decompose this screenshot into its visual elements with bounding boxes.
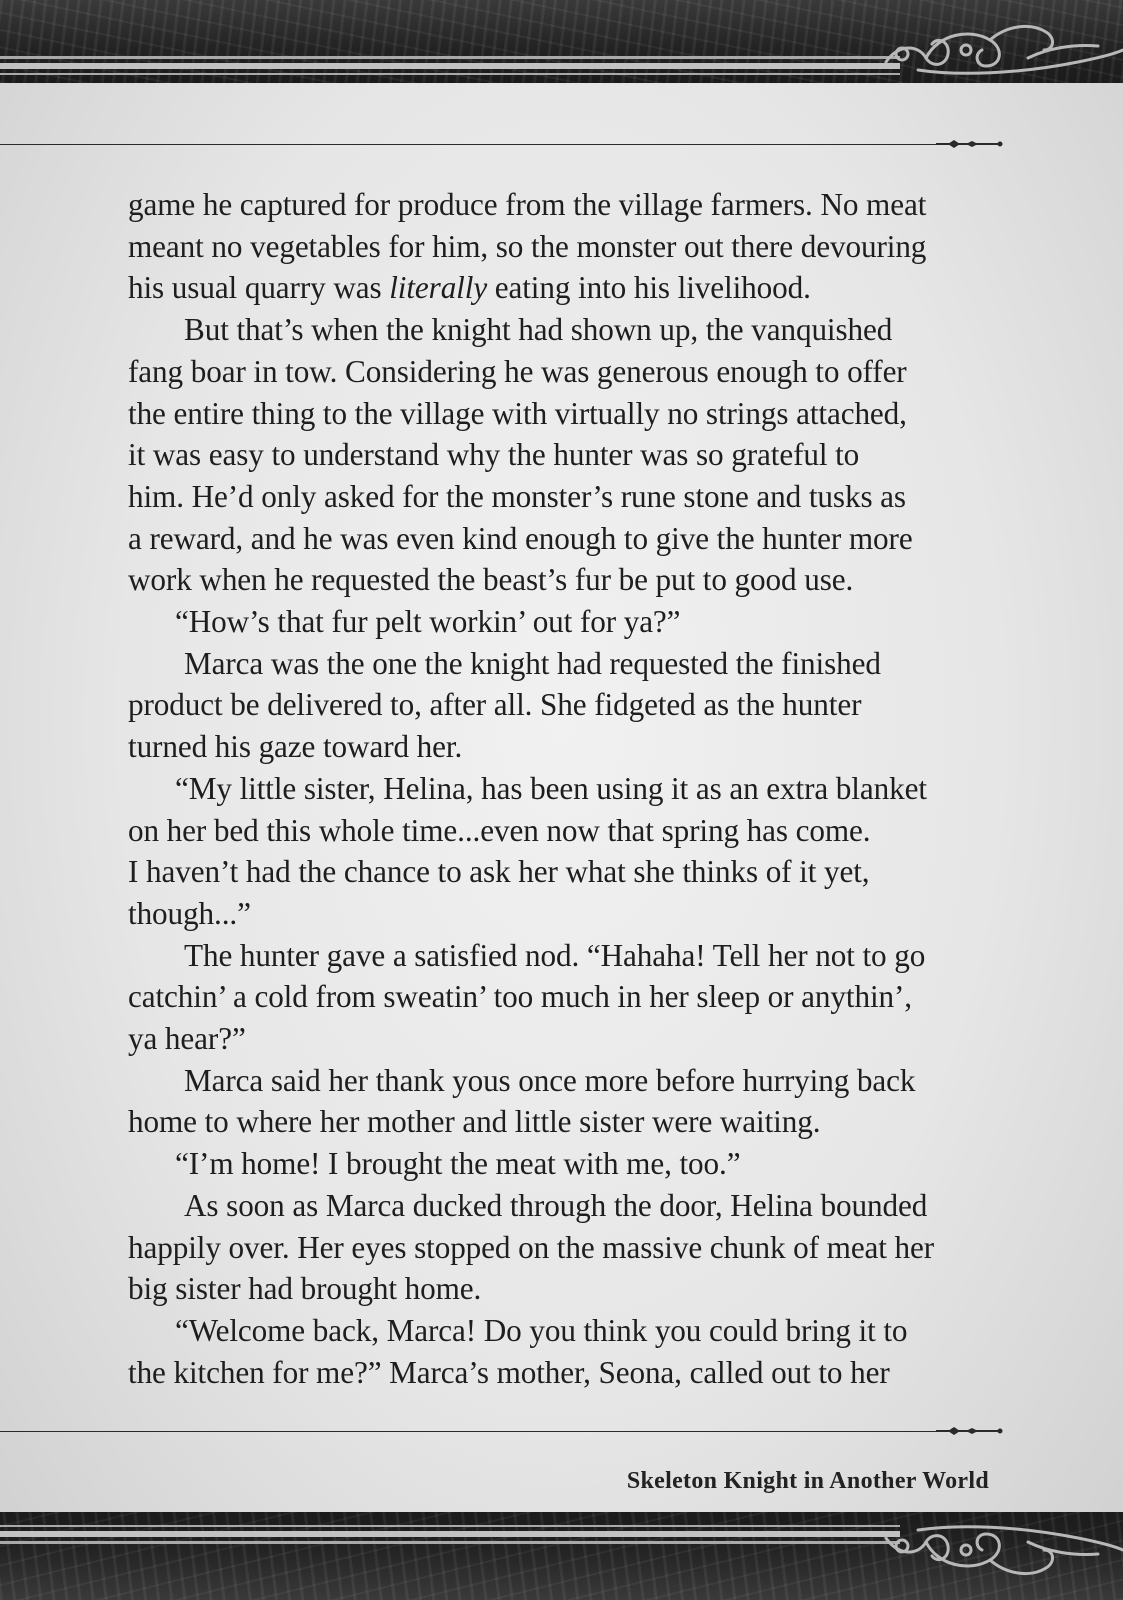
text-line — [128, 976, 1028, 1018]
paragraph — [128, 309, 1028, 601]
text-line — [128, 518, 1028, 560]
top-band-stripe — [0, 73, 900, 75]
text-run: big sister had brought home. — [128, 1271, 482, 1307]
text-run: on her bed this whole time...even now that spring has come. — [128, 812, 871, 848]
text-run: a reward, and he was even kind enough to give the hunter more — [128, 520, 913, 556]
text-line — [128, 309, 1028, 351]
text-run: “My little sister, Helina, has been using it as an extra blanket — [175, 770, 927, 806]
text-run: turned his gaze toward her. — [128, 729, 463, 765]
text-line — [128, 1227, 1028, 1269]
text-line — [128, 393, 1028, 435]
text-run: it was easy to understand why the hunter was so grateful to — [128, 437, 860, 473]
text-run: him. He’d only asked for the monster’s rune stone and tusks as — [128, 478, 906, 514]
text-run: catchin’ a cold from sweatin’ too much in her sleep or anythin’, — [128, 979, 912, 1015]
text-run: The hunter gave a satisfied nod. “Hahaha! Tell her not to go — [184, 937, 926, 973]
text-line — [128, 768, 1028, 810]
text-run: “How’s that fur pelt workin’ out for ya?” — [175, 604, 681, 640]
text-line — [128, 1018, 1028, 1060]
paragraph — [128, 184, 1028, 309]
text-line — [128, 1185, 1028, 1227]
running-footer-title: Skeleton Knight in Another World — [626, 1468, 989, 1494]
text-run: “Welcome back, Marca! Do you think you could bring it to — [175, 1312, 908, 1348]
rule-end-ornament-icon — [936, 1424, 1016, 1438]
text-line — [128, 935, 1028, 977]
body-text — [128, 184, 1028, 1393]
text-run: the kitchen for me?” Marca’s mother, Seona, called out to her — [128, 1354, 890, 1390]
text-line — [128, 643, 1028, 685]
text-line — [128, 684, 1028, 726]
bottom-band-stripe — [0, 1525, 900, 1527]
text-line — [128, 267, 1028, 309]
paragraph — [128, 1185, 1028, 1310]
paragraph — [128, 935, 1028, 1060]
text-run: his usual quarry was — [128, 270, 390, 306]
bottom-band-stripe — [0, 1541, 900, 1544]
text-run: home to where her mother and little sister were waiting. — [128, 1104, 821, 1140]
text-run: fang boar in tow. Considering he was generous enough to offer — [128, 353, 907, 389]
paragraph — [128, 1310, 1028, 1393]
paragraph — [128, 1060, 1028, 1143]
text-line — [128, 601, 1028, 643]
text-run: But that’s when the knight had shown up, the vanquished — [184, 312, 893, 348]
text-line — [128, 810, 1028, 852]
footer-rule — [0, 1431, 945, 1432]
text-line — [128, 434, 1028, 476]
bottom-band-stripe — [0, 1531, 900, 1537]
text-run: though...” — [128, 895, 251, 931]
paragraph — [128, 601, 1028, 643]
flourish-ornament-icon — [878, 14, 1123, 80]
top-band-stripe — [0, 56, 900, 59]
rule-end-ornament-icon — [936, 137, 1016, 151]
paragraph — [128, 1143, 1028, 1185]
flourish-ornament-icon — [878, 1520, 1123, 1586]
text-line — [128, 559, 1028, 601]
text-line — [128, 1268, 1028, 1310]
text-line — [128, 184, 1028, 226]
text-line — [128, 476, 1028, 518]
text-line — [128, 1101, 1028, 1143]
text-run: Marca was the one the knight had requested the finished — [184, 645, 881, 681]
text-line — [128, 1352, 1028, 1394]
text-run: eating into his livelihood. — [487, 270, 811, 306]
text-run: I haven’t had the chance to ask her what she thinks of it yet, — [128, 854, 870, 890]
header-rule — [0, 144, 945, 145]
text-line — [128, 726, 1028, 768]
text-line — [128, 1060, 1028, 1102]
text-line — [128, 1310, 1028, 1352]
text-run: meant no vegetables for him, so the monster out there devouring — [128, 228, 927, 264]
text-line — [128, 351, 1028, 393]
text-line — [128, 851, 1028, 893]
text-run: the entire thing to the village with virtually no strings attached, — [128, 395, 907, 431]
text-run: “I’m home! I brought the meat with me, too.” — [175, 1146, 741, 1182]
text-line — [128, 1143, 1028, 1185]
italic-text: literally — [389, 270, 488, 306]
text-run: ya hear?” — [128, 1021, 246, 1057]
text-line — [128, 893, 1028, 935]
text-run: happily over. Her eyes stopped on the massive chunk of meat her — [128, 1229, 935, 1265]
text-line — [128, 226, 1028, 268]
text-run: work when he requested the beast’s fur be put to good use. — [128, 562, 854, 598]
text-run: product be delivered to, after all. She fidgeted as the hunter — [128, 687, 862, 723]
paragraph — [128, 643, 1028, 768]
bottom-border-band — [0, 1512, 1123, 1600]
paragraph — [128, 768, 1028, 935]
text-run: Marca said her thank yous once more before hurrying back — [184, 1062, 916, 1098]
text-run: As soon as Marca ducked through the door, Helina bounded — [184, 1187, 928, 1223]
top-band-stripe — [0, 63, 900, 69]
top-border-band — [0, 0, 1123, 83]
text-run: game he captured for produce from the village farmers. No meat — [128, 187, 927, 222]
